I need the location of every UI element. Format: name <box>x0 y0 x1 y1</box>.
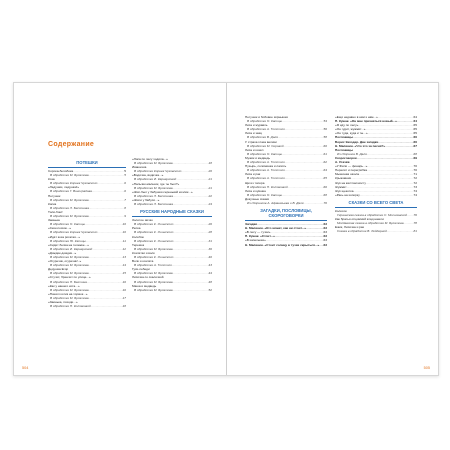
toc-page-number: 40 <box>208 254 212 259</box>
toc-entry-title: Лиса и заяц <box>245 131 263 136</box>
toc-entry-title: В обработке М. Булатова <box>50 295 89 300</box>
toc-page-number: 5 <box>124 173 126 178</box>
toc-page-number: 71 <box>413 172 417 177</box>
toc-entry-title: В обработке Корнея Чуковского <box>50 230 98 235</box>
toc-entry-credit[interactable] <box>132 288 212 292</box>
toc-entry-title: «Стучит, бренчит по улице...» <box>48 275 91 280</box>
toc-entry-credit[interactable] <box>335 229 417 233</box>
dot-leader <box>360 193 414 197</box>
dot-leader <box>288 185 324 189</box>
toc-entry-title: «Рак» на копорку <box>335 192 360 197</box>
dot-leader <box>173 288 209 292</box>
toc-page-number: 52 <box>208 287 212 292</box>
toc-entry-title: Колобок <box>132 234 144 239</box>
toc-entry-title: «Я иду по лесу» <box>335 123 359 128</box>
toc-entry-title: В обработке Корнея Чуковского <box>50 181 98 186</box>
toc-entry-credit[interactable] <box>48 198 126 202</box>
toc-entry-title: «Жили у бабуси...» <box>132 197 160 202</box>
dot-leader <box>97 230 122 234</box>
toc-column-3 <box>245 115 327 247</box>
toc-entry-title: «Скок-поскок...» <box>48 226 72 231</box>
toc-entry-title: «Жил-был у бабушки серенький козлик...» <box>132 189 193 194</box>
toc-entry-title: В обработке О. Капицы <box>247 151 283 156</box>
toc-entry-title: В обработке М. Булатова <box>134 279 173 284</box>
toc-page-number: 78 <box>413 221 417 226</box>
toc-entry-title: Щи из топора <box>245 180 265 185</box>
toc-entry-credit[interactable] <box>132 230 212 234</box>
toc-entry-title: Лисичка со скалочкой <box>132 275 164 280</box>
toc-entry-title: «Сидит белка на тележке...» <box>48 242 89 247</box>
dot-leader <box>92 189 124 193</box>
toc-entry-title: «Пошёл котик на торжок...» <box>48 291 88 296</box>
page-number-left: 504 <box>22 366 29 370</box>
toc-entry-title: Скороговорки <box>335 155 357 160</box>
toc-entry-title: «Лиса по лесу ходила...» <box>132 157 168 161</box>
toc-page-number: 64 <box>413 115 417 119</box>
toc-page-number: 5 <box>124 169 126 173</box>
toc-entry-title: В обработке М. Булатова <box>50 263 89 268</box>
page-title: Содержание <box>48 141 95 148</box>
toc-entry-title: В обработке Л. Бессонова <box>50 205 89 210</box>
toc-entry-title: В обработке А. Толстого <box>247 168 285 173</box>
toc-page-number: 58 <box>323 135 327 140</box>
toc-entry-title: В обработке К. Ушинского <box>134 222 174 227</box>
toc-section-heading: СКАЗКИ СО ВСЕГО СВЕТА <box>348 199 404 205</box>
section-rule <box>335 207 417 208</box>
toc-entry-title: В обработке А. Толстого <box>247 160 285 165</box>
toc-page-number: 10 <box>122 222 126 227</box>
dot-leader <box>89 288 123 292</box>
toc-entry-title: «Дождик-дождик...» <box>48 250 77 255</box>
toc-entry-title: Золотое яичко <box>132 218 153 223</box>
toc-entry-title: У страха глаза велики <box>245 139 277 144</box>
toc-entry-credit[interactable] <box>132 202 212 206</box>
dot-leader <box>176 177 208 181</box>
dot-leader <box>173 222 208 226</box>
toc-entry-title: В обработке Л. Бессонова <box>134 193 173 198</box>
dot-leader <box>85 222 123 226</box>
left-page <box>14 83 226 375</box>
dot-leader <box>282 119 324 123</box>
toc-entry-title: Петушок <box>48 193 61 198</box>
toc-page-number: 63 <box>323 238 327 243</box>
toc-page-number: 72 <box>413 180 417 185</box>
toc-entry-title: В обработке М. Булатова <box>50 173 89 178</box>
toc-entry-title: В обработке П. Бахтина <box>50 279 87 284</box>
toc-entry-title: В обработке Ю. Капицы <box>50 238 86 243</box>
dot-leader <box>172 263 209 267</box>
toc-page-number: 73 <box>413 184 417 189</box>
toc-entry-title: «Огуречик, огуречик!..» <box>48 259 82 264</box>
toc-entry-title: А. Усачёв <box>335 160 350 165</box>
toc-entry-title: Репка <box>132 226 141 231</box>
toc-page-number: 67 <box>413 143 417 148</box>
toc-entry-title: «Идёт коза рогатая...» <box>48 234 81 239</box>
toc-entry-title: Как братья отцовский клад нашли <box>335 217 384 222</box>
toc-page-number: 36 <box>208 246 212 251</box>
toc-page-number: 12 <box>122 246 126 251</box>
toc-entry-title: Петушок и бобовое зёрнышко <box>245 115 289 119</box>
toc-entry-title: Жук щекотка <box>335 188 354 193</box>
toc-page-number: 70 <box>413 164 417 169</box>
toc-page-number: 13 <box>122 254 126 259</box>
toc-page-number: 65 <box>323 176 327 181</box>
toc-entry-title: В обработке О. Капицы <box>247 192 283 197</box>
toc-page-number: 20 <box>208 169 212 174</box>
dot-leader <box>97 181 124 185</box>
toc-entry-title: Жужжит <box>335 184 347 189</box>
toc-page-number: 8 <box>124 205 126 210</box>
toc-entry-title: Коза <box>48 177 55 182</box>
dot-leader <box>89 214 125 218</box>
toc-section-heading: РУССКИЕ НАРОДНЫЕ СКАЗКИ <box>140 209 204 215</box>
toc-page-number: 70 <box>413 168 417 173</box>
toc-entry-title: Сорока-белобока <box>48 169 74 173</box>
toc-page-number: 63 <box>323 222 327 227</box>
toc-page-number: 21 <box>208 185 212 190</box>
toc-entry-title: «Водичка, водичка...» <box>132 173 164 178</box>
toc-page-number: 6 <box>124 189 126 194</box>
toc-entry-title: Жук на жёлтом мосту <box>335 180 366 185</box>
toc-page-number: 65 <box>413 123 417 128</box>
dot-leader <box>304 201 324 205</box>
toc-column-4 <box>335 115 417 233</box>
dot-leader <box>285 160 324 164</box>
toc-entry-title: Колосок <box>335 208 347 213</box>
toc-page-number: 74 <box>413 192 417 197</box>
dot-leader <box>89 263 123 267</box>
toc-page-number: 66 <box>413 135 417 140</box>
toc-page-number: 9 <box>124 214 126 219</box>
dot-leader <box>89 271 123 275</box>
toc-entry-title: Лиса и журавль <box>245 123 268 128</box>
toc-entry-title: Ежик, Лисичка и рак <box>335 225 364 230</box>
toc-page-number: 14 <box>122 263 126 268</box>
toc-entry-title: В обработке М. Серовой <box>247 143 284 148</box>
dot-leader <box>173 280 209 284</box>
toc-page-number: 28 <box>208 230 212 235</box>
toc-entry-title: Лиса и рак <box>245 172 261 177</box>
toc-page-number: 74 <box>413 188 417 193</box>
dot-leader <box>173 255 208 259</box>
toc-page-number: 63 <box>323 230 327 235</box>
dot-leader <box>173 202 209 206</box>
toc-page-number: 24 <box>208 202 212 207</box>
toc-entry-title: В обработке М. Булатова <box>50 214 89 219</box>
toc-entry-title: П. Кушак. «Стоит...» <box>245 234 275 239</box>
toc-page-number: 44 <box>208 271 212 276</box>
dot-leader <box>89 296 123 300</box>
toc-entry[interactable] <box>335 193 417 197</box>
toc-entry-title: «У Фили — фонарь...» <box>335 164 368 169</box>
book-spread <box>13 82 439 376</box>
dot-leader <box>173 247 209 251</box>
toc-entry-title: Борис Заходер. Две загадки <box>335 139 379 144</box>
toc-entry-title: В обработке И. Карнауховой <box>50 246 93 251</box>
toc-page-number: 64 <box>323 168 327 173</box>
toc-entry-credit[interactable] <box>132 222 212 226</box>
toc-entry-title: Загадки <box>245 222 258 227</box>
toc-page-number: 43 <box>208 263 212 268</box>
toc-page-number: 63 <box>323 242 327 247</box>
toc-entry-title: В обработке М. Булатова <box>50 271 89 276</box>
toc-entry-title: Волк и козлята <box>132 259 154 264</box>
page-number-right: 505 <box>423 366 430 370</box>
dot-leader <box>282 152 324 156</box>
toc-entry-title: Козлятки и волк <box>132 250 155 255</box>
section-rule <box>132 216 212 217</box>
toc-entry-title: Лиса и козёл <box>245 147 264 152</box>
dot-leader <box>173 161 209 165</box>
toc-page-number: 66 <box>413 139 417 144</box>
toc-page-number: 65 <box>413 127 417 132</box>
toc-entry-title: Киска <box>48 201 57 206</box>
dot-leader <box>404 221 414 225</box>
toc-entry-title: «В капельках» <box>245 238 266 243</box>
toc-entry-title: Из сборников А. Афанасьева и В. Даля <box>247 200 304 205</box>
toc-entry-title: В обработке М. Булатова <box>134 287 173 292</box>
toc-page-number: 21 <box>208 177 212 182</box>
toc-entry-title: Молдавская сказка в обработке М. Булатова <box>337 221 404 226</box>
toc-page-number: 63 <box>323 226 327 231</box>
toc-page-number: 62 <box>323 160 327 165</box>
dot-leader <box>284 144 324 148</box>
toc-entry-title: «Ещё недавно в нём к нам...» <box>335 115 378 119</box>
toc-page-number: 69 <box>413 155 417 160</box>
section-rule <box>245 220 327 221</box>
dot-leader <box>357 156 414 160</box>
toc-page-number: 54 <box>323 119 327 124</box>
toc-entry-title: Мужик и медведь <box>245 155 271 160</box>
toc-entry-title: Гуси-лебеди <box>132 267 150 272</box>
toc-page-number: 7 <box>124 197 126 202</box>
toc-entry-title: В обработке М. Булатова <box>134 246 173 251</box>
dot-leader <box>385 144 413 148</box>
dot-leader <box>285 168 324 172</box>
dot-leader <box>285 127 324 131</box>
toc-entry-credit[interactable] <box>48 304 126 308</box>
toc-page-number: 76 <box>413 212 417 217</box>
toc-page-number: 60 <box>323 143 327 148</box>
toc-page-number: 15 <box>122 271 126 276</box>
toc-entry-title: Заинька <box>48 218 60 223</box>
dot-leader <box>173 194 209 198</box>
dot-leader <box>173 271 209 275</box>
toc-page-number: 26 <box>208 222 212 227</box>
toc-page-number: 18 <box>208 161 212 166</box>
toc-entry-title: Из сборника В. Даля <box>337 151 367 156</box>
toc-entry-title: Украинская сказка в обработке С. Могилевской <box>337 212 408 217</box>
toc-entry-title: «Он туда, куда и ты...» <box>335 131 368 136</box>
toc-column-2 <box>132 157 212 292</box>
dot-leader <box>89 198 125 202</box>
toc-page-number: 56 <box>323 127 327 132</box>
section-rule <box>48 167 126 168</box>
toc-entry-credit[interactable] <box>245 201 327 205</box>
dot-leader <box>92 247 122 251</box>
toc-entry-title: Перелёт и перегрёбка <box>335 168 367 173</box>
toc-page-number: 68 <box>323 192 327 197</box>
toc-page-number: 6 <box>124 181 126 186</box>
toc-entry-title: В обработке М. Булатова <box>134 271 173 276</box>
dot-leader <box>278 135 324 139</box>
toc-section-heading: ЗАГАДКИ, ПОСЛОВИЦЫ, СКОРОГОВОРКИ <box>260 208 312 219</box>
toc-page-number: 68 <box>413 151 417 156</box>
toc-entry-title: В обработке М. Булатова <box>50 254 89 259</box>
toc-entry[interactable] <box>245 243 327 247</box>
toc-entry-title: В обработке А. Толстого <box>247 176 285 181</box>
toc-entry-title: Дедушка Егор <box>48 267 69 272</box>
toc-page-number: 61 <box>323 151 327 156</box>
toc-entry-title: «Как у нашего кота...» <box>48 283 80 288</box>
toc-entry-title: Крыжовник <box>335 176 351 181</box>
toc-page-number: 48 <box>208 279 212 284</box>
toc-entry-title: В обработке М. Булатова <box>134 185 173 190</box>
toc-page-number: 11 <box>122 238 126 243</box>
toc-entry-title: Мышиная школа <box>335 172 360 177</box>
toc-entry-title: Н. Малинин. «Кто может, как ни стоит...» <box>245 226 307 231</box>
toc-entry-title: Н. Малинин. «Стоит солнцу в тучах скрыться...» <box>245 242 320 247</box>
toc-column-1 <box>48 157 126 308</box>
toc-entry-title: В обработке А. Толстого <box>134 263 172 268</box>
toc-page-number: 81 <box>413 229 417 234</box>
toc-entry-title: В обработке Л. Бессонова <box>134 202 173 207</box>
toc-page-number: 63 <box>323 234 327 239</box>
toc-entry-title: В обработке К. Ушинского <box>134 238 174 243</box>
toc-entry-title: «Заинька, походи...» <box>48 300 78 304</box>
toc-entry-title: Пословицы <box>335 147 353 152</box>
toc-page-number: 17 <box>122 295 126 300</box>
toc-entry-title: «В лесу — тучки» <box>245 230 271 235</box>
toc-entry-title: В обработке К. Ушинского <box>134 230 174 235</box>
toc-page-number: 22 <box>208 193 212 198</box>
dot-leader <box>285 176 324 180</box>
toc-page-number: 16 <box>122 287 126 292</box>
toc-page-number: 72 <box>413 176 417 181</box>
toc-page-number: 16 <box>122 279 126 284</box>
toc-page-number: 10 <box>122 230 126 235</box>
toc-entry-title: В обработке О. Капицы <box>247 119 283 124</box>
toc-entry-title: В обработке Н. Колпаковой <box>50 304 91 309</box>
dot-leader <box>282 193 324 197</box>
dot-leader <box>87 280 123 284</box>
dot-leader <box>91 304 123 308</box>
toc-entry-title: В обработке К. Ушинского <box>134 254 174 259</box>
toc-entry-title: Теремок <box>132 242 145 247</box>
toc-page-number: 64 <box>413 119 417 124</box>
toc-entry-credit[interactable] <box>48 173 126 177</box>
toc-entry-title: Н. Малинин. «Что это за песня?» <box>335 143 386 148</box>
toc-section-heading: ПОТЕШКИ <box>76 160 98 165</box>
toc-page-number: 18 <box>122 304 126 309</box>
toc-entry-title: Лиса и кувшин <box>245 188 266 193</box>
dot-leader <box>89 206 124 210</box>
dot-leader <box>173 239 208 243</box>
toc-entry-title: В обработке Н. Колпаковой <box>247 184 288 189</box>
toc-entry-title: Докучные сказки <box>245 196 270 201</box>
toc-entry-title: В обработке А. Толстого <box>247 127 285 132</box>
dot-leader <box>86 239 123 243</box>
toc-entry-title: В обработке М. Булатова <box>134 161 173 166</box>
toc-entry-title: В обработке Г. Виноградова <box>50 189 92 194</box>
toc-entry-title: Ивашечка <box>132 165 147 170</box>
toc-entry-title: В обработке М. Булатова <box>50 287 89 292</box>
toc-entry-title: Сказка в обработке В. Лейдерной <box>337 229 387 234</box>
toc-page-number: 70 <box>323 200 327 205</box>
toc-entry-title: В обработке О. Капицы <box>50 222 86 227</box>
toc-entry-title: «Он гудит, жужжит...» <box>335 127 366 132</box>
toc-entry-title: «Пальчик-мальчик, где ты был?» <box>132 181 180 186</box>
dot-leader <box>387 229 414 233</box>
toc-entry-title: Маша и медведь <box>132 283 157 288</box>
toc-page-number: 65 <box>413 131 417 136</box>
toc-page-number: 31 <box>208 238 212 243</box>
toc-entry-title: Пузырь, соломинка и лапоть <box>245 164 287 169</box>
toc-entry-title: В обработке В. Даля <box>247 135 278 140</box>
dot-leader <box>89 255 123 259</box>
dot-leader <box>89 173 125 177</box>
toc-entry-title: «Ладушки, ладушки!» <box>48 185 80 190</box>
dot-leader <box>181 169 208 173</box>
toc-page-number: 66 <box>323 184 327 189</box>
toc-entry-title: Пословицы <box>335 135 353 140</box>
toc-entry-title: Тили-бом! <box>48 209 63 214</box>
toc-entry-title: П. Кушак. «Он мне признаться новый...» <box>335 119 397 124</box>
toc-entry-title: В обработке М. Булатова <box>50 197 89 202</box>
toc-entry-title: В обработке И. Карнауховой <box>134 177 177 182</box>
right-page <box>227 83 438 375</box>
toc-entry-title: В обработке Корнея Чуковского <box>134 169 182 174</box>
dot-leader <box>173 230 208 234</box>
